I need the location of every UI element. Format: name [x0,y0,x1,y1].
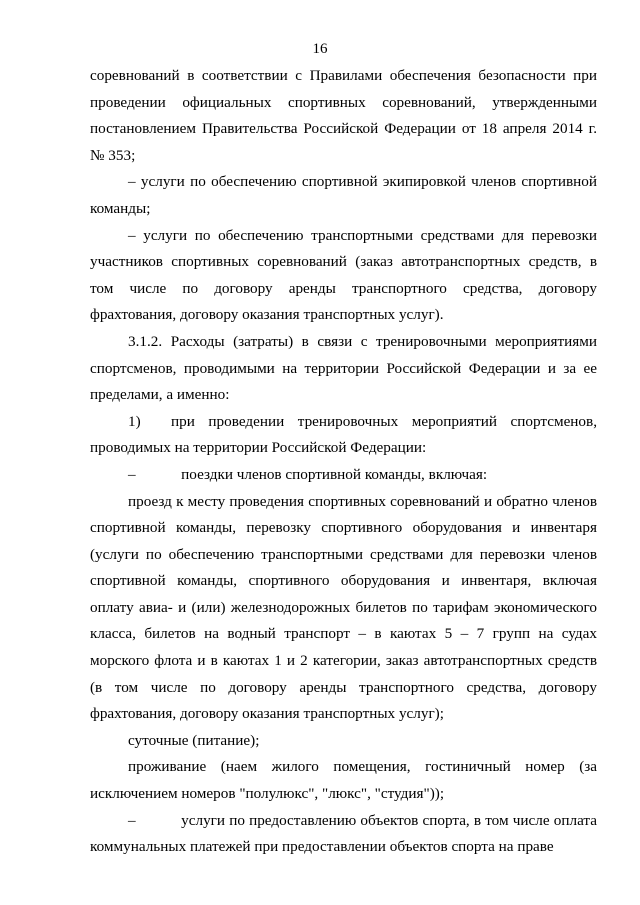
paragraph-transport-services: – услуги по обеспечению транспортными средствами для перевозки участников спортивных соревнований (заказ автотранспортных средств, в том числе по договору аренды транспортного средства, договору фрахтования, договору оказания транспортных услуг). [90,226,597,324]
paragraph-equipment-services: – услуги по обеспечению спортивной экипировкой членов спортивной команды; [90,173,597,217]
paragraph-sports-facilities: – услуги по предоставлению объектов спорта, в том числе оплата коммунальных платежей при предоставлении объектов спорта на праве [90,811,597,856]
page-number: 16 [312,41,328,57]
paragraph-trips: – поездки членов спортивной команды, включая: [128,465,488,483]
document-body [90,63,597,861]
paragraph-daily-allowance: суточные (питание); [128,731,260,749]
paragraph-section-3-1-2: 3.1.2. Расходы (затраты) в связи с тренировочными мероприятиями спортсменов, проводимыми на территории Российской Федерации и за ее пределами, а именно: [90,332,597,404]
paragraph-accommodation: проживание (наем жилого помещения, гостиничный номер (за исключением номеров "полулюкс", "люкс", "студия")); [90,758,597,803]
paragraph-travel-details: проезд к месту проведения спортивных соревнований и обратно членов спортивной команды, перевозку спортивного оборудования и инвентаря (услуги по обеспечению транспортными средствами для перевозки членов спортивной команды, спортивного оборудования и инвентаря, включая оплату авиа- и (или) железнодорожных билетов по тарифам экономического класса, билетов на водный транспорт – в каютах 5 – 7 групп на судах морского флота и в каютах 1 и 2 категории, заказ автотранспортных средств (в том числе по договору аренды транспортного средства, договору фрахтования, договору оказания транспортных услуг); [90,492,597,723]
paragraph-item-1: 1) при проведении тренировочных мероприятий спортсменов, проводимых на территории Российской Федерации: [90,412,597,457]
paragraph-continuation: соревнований в соответствии с Правилами обеспечения безопасности при проведении официальных спортивных соревнований, утвержденными постановлением Правительства Российской Федерации от 18 апреля 2014 г. № 353; [90,67,597,164]
